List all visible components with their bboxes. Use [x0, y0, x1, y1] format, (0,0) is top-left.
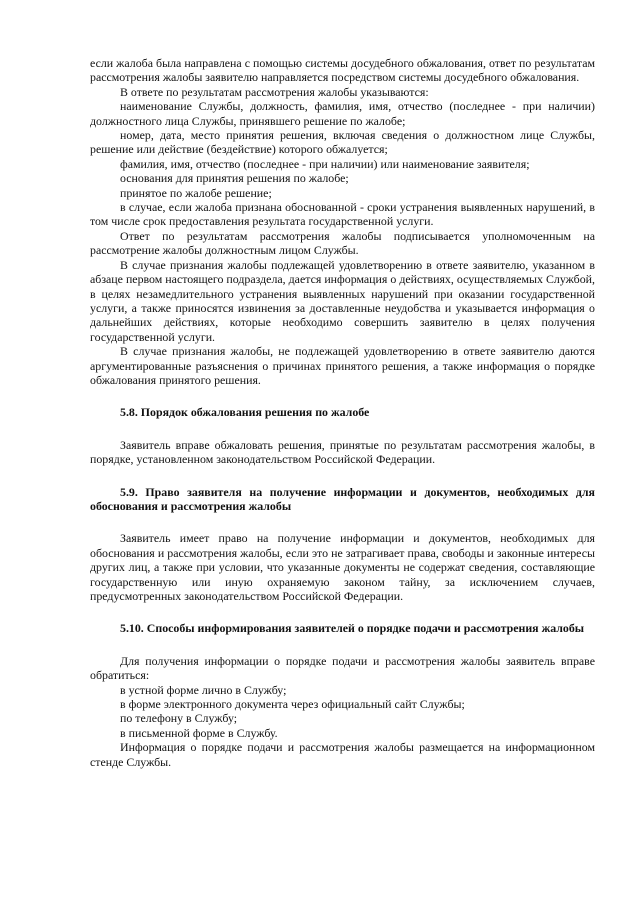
- section-heading-5-9: 5.9. Право заявителя на получение информации и документов, необходимых для обоснования и рассмотрения жалобы: [90, 484, 595, 513]
- list-item: основания для принятия решения по жалобе;: [120, 171, 349, 186]
- paragraph-response-signed: Ответ по результатам рассмотрения жалобы подписывается уполномоченным на рассмотрение жалобы должностным лицом Службы.: [90, 228, 595, 258]
- list-item: принятое по жалобе решение;: [120, 185, 272, 200]
- list-item: наименование Службы, должность, фамилия, имя, отчество (последнее - при наличии) должностного лица Службы, принявшего решение по жалобе;: [90, 99, 595, 128]
- paragraph-info-stand: Информация о порядке подачи и рассмотрения жалобы размещается на информационном стенде Службы.: [90, 740, 595, 769]
- paragraph-appeal-system: если жалоба была направлена с помощью системы досудебного обжалования, ответ по результатам рассмотрения жалобы заявителю направляется посредством системы досудебного обжалования.: [90, 56, 595, 85]
- list-item: в форме электронного документа через официальный сайт Службы;: [120, 697, 465, 712]
- paragraph-right-to-information: Заявитель имеет право на получение информации и документов, необходимых для обоснования и рассмотрения жалобы, если это не затрагивает права, свободы и законные интересы других лиц, а также при условии, что указанные документы не содержат сведения, составляющие государственную или иную охраняемую законом тайну, за исключением случаев, предусмотренных законодательством Российской Федерации.: [90, 531, 595, 603]
- paragraph-complaint-rejected: В случае признания жалобы, не подлежащей удовлетворению в ответе заявителю даются аргументированные разъяснения о причинах принятого решения, а также информация о порядке обжалования принятого решения.: [90, 344, 595, 387]
- list-item: по телефону в Службу;: [120, 711, 238, 726]
- list-item: в письменной форме в Службу.: [120, 725, 278, 740]
- list-item: в случае, если жалоба признана обоснованной - сроки устранения выявленных нарушений, в том числе срок предоставления результата государственной услуги.: [90, 200, 595, 229]
- paragraph-appeal-decision: Заявитель вправе обжаловать решения, принятые по результатам рассмотрения жалобы, в порядке, установленном законодательством Российской Федерации.: [90, 437, 595, 467]
- paragraph-complaint-satisfied: В случае признания жалобы подлежащей удовлетворению в ответе заявителю, указанном в абзаце первом настоящего подраздела, дается информация о действиях, осуществляемых Службой, в целях незамедлительного устранения выявленных нарушений при оказании государственной услуги, а также приносятся извинения за доставленные неудобства и указывается информация о дальнейших действиях, которые необходимо совершить заявителю в целях получения государственной услуги.: [90, 257, 595, 344]
- list-item: фамилия, имя, отчество (последнее - при наличии) или наименование заявителя;: [120, 156, 530, 171]
- list-item: в устной форме лично в Службу;: [120, 682, 287, 697]
- paragraph-how-to-get-info: Для получения информации о порядке подачи и рассмотрения жалобы заявитель вправе обратиться:: [90, 653, 595, 683]
- section-heading-5-8: 5.8. Порядок обжалования решения по жалобе: [120, 405, 370, 420]
- document-page: [90, 56, 595, 769]
- section-heading-5-10: 5.10. Способы информирования заявителей о порядке подачи и рассмотрения жалобы: [120, 621, 585, 636]
- paragraph-response-contents-intro: В ответе по результатам рассмотрения жалобы указываются:: [120, 84, 429, 99]
- list-item: номер, дата, место принятия решения, включая сведения о должностном лице Службы, решение или действие (бездействие) которого обжалуется;: [90, 128, 595, 157]
